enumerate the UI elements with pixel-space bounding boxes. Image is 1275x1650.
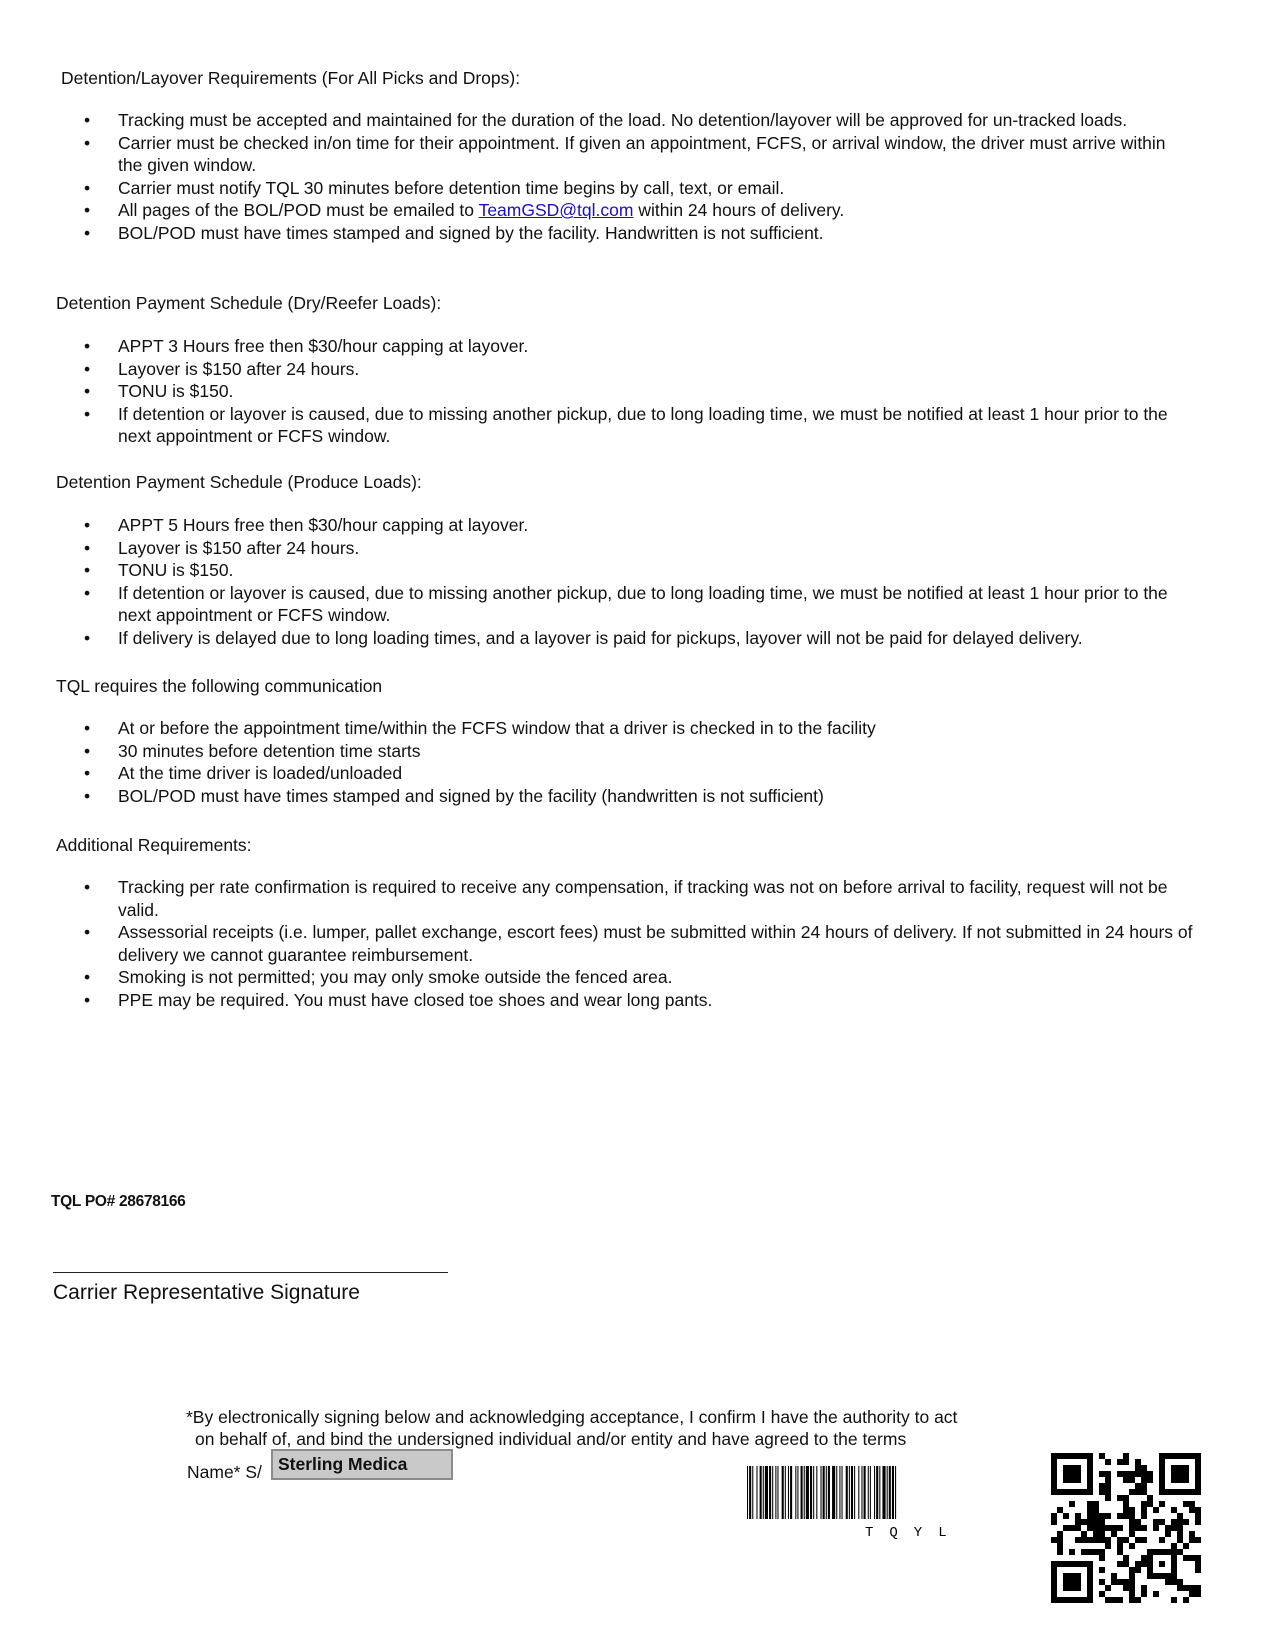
email-link[interactable]: TeamGSD@tql.com	[478, 200, 634, 220]
list-produce	[84, 514, 1194, 649]
name-field[interactable]: Sterling Medica	[271, 1449, 453, 1480]
section-heading-detention-layover: Detention/Layover Requirements (For All Picks and Drops):	[61, 68, 521, 88]
barcode-text: TQYL	[865, 1525, 963, 1541]
section-heading-communication: TQL requires the following communication	[56, 676, 383, 696]
signature-line	[53, 1272, 448, 1273]
list-item: • TONU is $150.	[84, 380, 1194, 403]
list-dry-reefer	[84, 335, 1194, 448]
disclaimer-line-1: *By electronically signing below and acknowledging acceptance, I confirm I have the authority to act	[186, 1407, 958, 1427]
section-heading-dry-reefer: Detention Payment Schedule (Dry/Reefer Loads):	[56, 293, 442, 313]
signature-label: Carrier Representative Signature	[53, 1281, 360, 1304]
list-item: • Tracking must be accepted and maintained for the duration of the load. No detention/layover will be approved for un-tracked loads.	[84, 109, 1194, 132]
list-item-text: within 24 hours of delivery.	[633, 200, 845, 220]
list-communication	[84, 717, 1194, 807]
list-item: • Layover is $150 after 24 hours.	[84, 537, 1194, 560]
list-item: • 30 minutes before detention time starts	[84, 740, 1194, 763]
e-sign-disclaimer	[186, 1406, 957, 1450]
list-item: • Layover is $150 after 24 hours.	[84, 358, 1194, 381]
list-item: • Smoking is not permitted; you may only smoke outside the fenced area.	[84, 966, 1194, 989]
disclaimer-line-2: on behalf of, and bind the undersigned individual and/or entity and have agreed to the terms	[195, 1429, 907, 1449]
section-heading-additional: Additional Requirements:	[56, 835, 252, 855]
list-item: • PPE may be required. You must have closed toe shoes and wear long pants.	[84, 989, 1194, 1012]
list-additional	[84, 876, 1194, 1011]
list-item: • At the time driver is loaded/unloaded	[84, 762, 1194, 785]
list-item: • If detention or layover is caused, due to missing another pickup, due to long loading time, we must be notified at least 1 hour prior to the next appointment or FCFS window.	[84, 403, 1194, 448]
list-item: • Carrier must be checked in/on time for their appointment. If given an appointment, FCFS, or arrival window, the driver must arrive within the given window.	[84, 132, 1194, 177]
list-item: • TONU is $150.	[84, 559, 1194, 582]
list-item	[84, 199, 1194, 222]
list-item: • Assessorial receipts (i.e. lumper, pallet exchange, escort fees) must be submitted within 24 hours of delivery. If not submitted in 24 hours of delivery we cannot guarantee reimbursement.	[84, 921, 1194, 966]
list-item: • BOL/POD must have times stamped and signed by the facility. Handwritten is not sufficient.	[84, 222, 1194, 245]
list-detention-layover	[84, 109, 1194, 244]
list-item: • At or before the appointment time/within the FCFS window that a driver is checked in to the facility	[84, 717, 1194, 740]
list-item: • APPT 3 Hours free then $30/hour capping at layover.	[84, 335, 1194, 358]
list-item: • If detention or layover is caused, due to missing another pickup, due to long loading time, we must be notified at least 1 hour prior to the next appointment or FCFS window.	[84, 582, 1194, 627]
list-item: • Carrier must notify TQL 30 minutes before detention time begins by call, text, or email.	[84, 177, 1194, 200]
list-item-text: All pages of the BOL/POD must be emailed to	[118, 200, 479, 220]
section-heading-produce: Detention Payment Schedule (Produce Loads):	[56, 472, 422, 492]
list-item: • BOL/POD must have times stamped and signed by the facility (handwritten is not sufficient)	[84, 785, 1194, 808]
qr-code-image	[1051, 1453, 1201, 1603]
po-number: TQL PO# 28678166	[51, 1193, 186, 1210]
list-item: • If delivery is delayed due to long loading times, and a layover is paid for pickups, layover will not be paid for delayed delivery.	[84, 627, 1194, 650]
name-label: Name* S/	[187, 1462, 262, 1482]
list-item: • Tracking per rate confirmation is required to receive any compensation, if tracking was not on before arrival to facility, request will not be valid.	[84, 876, 1194, 921]
barcode-image	[745, 1466, 1025, 1542]
list-item: • APPT 5 Hours free then $30/hour capping at layover.	[84, 514, 1194, 537]
